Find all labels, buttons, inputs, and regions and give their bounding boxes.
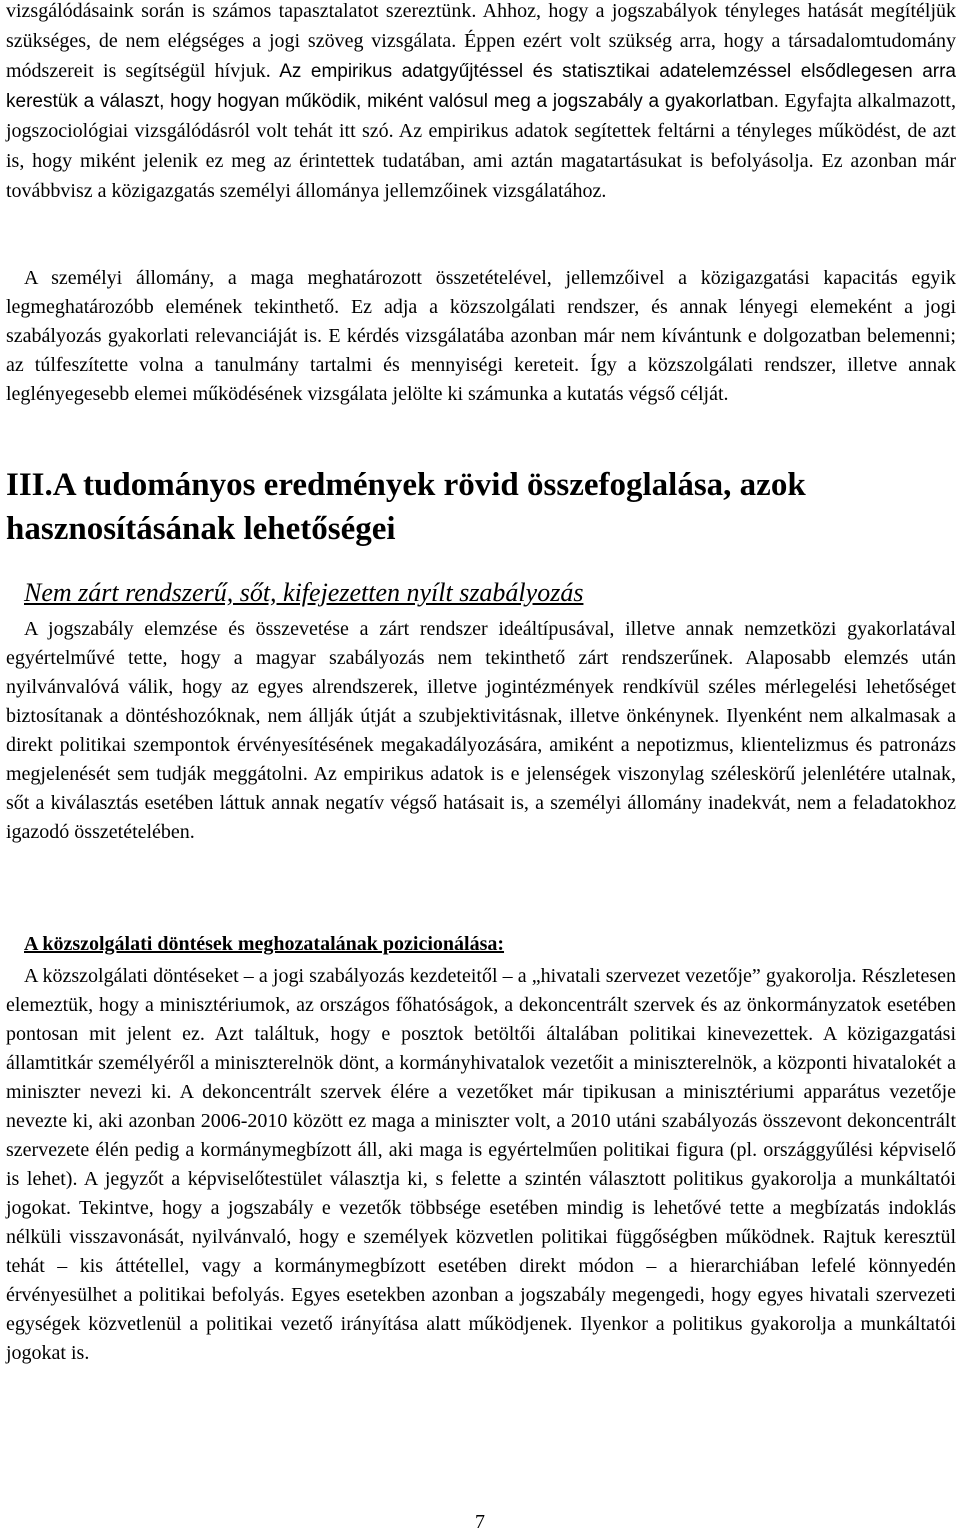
section-2-body: A közszolgálati döntéseket – a jogi szabályozás kezdeteitől – a „hivatali szervezet vezetője” gyakorolja. Részletesen elemeztük, hogy a minisztériumok, az országos főhatóságok, a dekoncentrált szervek és az önkormányzatok esetében pontosan mit jelent ez. Azt találtuk, hogy e posztok betöltői általában politikai kinevezettek. A közigazgatási államtitkár személyéről a miniszterelnök dönt, a kormányhivatalok vezetőit a miniszterelnök, a központi hivatalokét a miniszter nevezi ki. A dekoncentrált szervek élére a vezetőket már tipikusan a minisztériumi apparátus vezetője nevezte ki, aki azonban 2006-2010 között ez maga a miniszter volt, a 2010 utáni szabályozás összevont dekoncentrált szervezete élén pedig a kormánymegbízott áll, aki maga is egyértelműen politikai figura (pl. országgyűlési képviselő is lehet). A jegyzőt a képviselőtestület választja ki, s felette a szintén választott politikus gyakorolja a munkáltatói jogokat. Tekintve, hogy a jogszabály e vezetők többsége esetében mindig is lehetővé tette a megbízatás indoklás nélküli visszavonását, nyilvánvaló, hogy e személyek közvetlen politikai függőségben működnek. Rajtuk keresztül tehát – kis áttétellel, vagy a kormánymegbízott esetében direkt módon – a hierarchiában lefelé könnyedén érvényesülhet a politikai befolyás. Egyes esetekben azonban a jogszabály megengedi, hogy egyes hivatali szervezeti egységek közvetlenül a politikai vezető irányítása alatt működjenek. Ilyenkor a politikus gyakorolja a munkáltatói jogokat is.	[6, 965, 956, 1364]
intro-text-serif-b: Egyfajta alkalmazott, jogszociológiai vizsgálódásról volt tehát itt szó. Az empirikus adatok segítettek feltárni a tényleges működést, de azt is, hogy miként jelenik ez meg az érintettek tudatában, ami aztán magatartásukat is befolyásolja. Ez azonban már továbbvisz a közigazgatás személyi állománya jellemzőinek vizsgálatához.	[6, 90, 956, 202]
chapter-heading-line-1: III.A tudományos eredmények rövid összefoglalása, azok	[6, 467, 806, 503]
page-number: 7	[475, 1511, 485, 1533]
chapter-heading	[6, 463, 956, 551]
intro-text-serif-a: vizsgálódásaink során is számos tapasztalatot szereztünk. Ahhoz, hogy a jogszabályok tényleges hatását megítéljük szükséges, de nem elégséges a jogi szöveg vizsgálata. Éppen ezért volt szükség arra, hogy a társadalomtudomány módszereit is segítségül hívjuk.	[6, 0, 956, 82]
chapter-heading-line-2: hasznosításának lehetőségei	[6, 511, 396, 547]
intro-text-sans: Az empirikus adatgyűjtéssel és statisztikai adatelemzéssel elsődlegesen arra kerestük a választ, hogy hogyan működik, miként valósul meg a jogszabály a gyakorlatban.	[6, 61, 957, 112]
intro-paragraph-1	[6, 0, 956, 207]
section-1-body: A jogszabály elemzése és összevetése a zárt rendszer ideáltípusával, illetve annak nemzetközi gyakorlatával egyértelművé tette, hogy a magyar szabályozás nem tekinthető zárt rendszerűnek. Alaposabb elemzés után nyilvánvalóvá válik, hogy az egyes alrendszerek, illetve jogintézmények rendkívül széles mérlegelési lehetőséget biztosítanak a döntéshozóknak, nem állják útját a szubjektivitásnak, illetve önkénynek. Ilyenként nem alkalmasak a direkt politikai szempontok érvényesítésének megakadályozására, amiként a nepotizmus, klientelizmus és patronázs megjelenését sem tudják meggátolni. Az empirikus adatok is e jelenségek viszonylag széleskörű jelenlétére utalnak, sőt a kiválasztás esetében láttuk annak negatív végső hatásait is, a személyi állomány inadekvát, nem a feladatokhoz igazodó összetételében.	[6, 618, 956, 843]
section-2-title: A közszolgálati döntések meghozatalának pozicionálása:	[24, 933, 505, 955]
intro-paragraph-2: A személyi állomány, a maga meghatározott összetételével, jellemzőivel a közigazgatási kapacitás egyik legmeghatározóbb elemének tekinthető. Ez adja a közszolgálati rendszer, és annak lényegi elemeként a jogi szabályozás gyakorlati relevanciáját is. E kérdés vizsgálatába azonban már nem kívántunk e dolgozatban belemenni; az túlfeszítette volna a tanulmány tartalmi és mennyiségi kereteit. Így a közszolgálati rendszer, illetve annak leglényegesebb elemei működésének vizsgálata jelölte ki számunka a kutatás végső célját.	[6, 267, 956, 405]
section-1-title: Nem zárt rendszerű, sőt, kifejezetten nyílt szabályozás	[24, 578, 584, 607]
